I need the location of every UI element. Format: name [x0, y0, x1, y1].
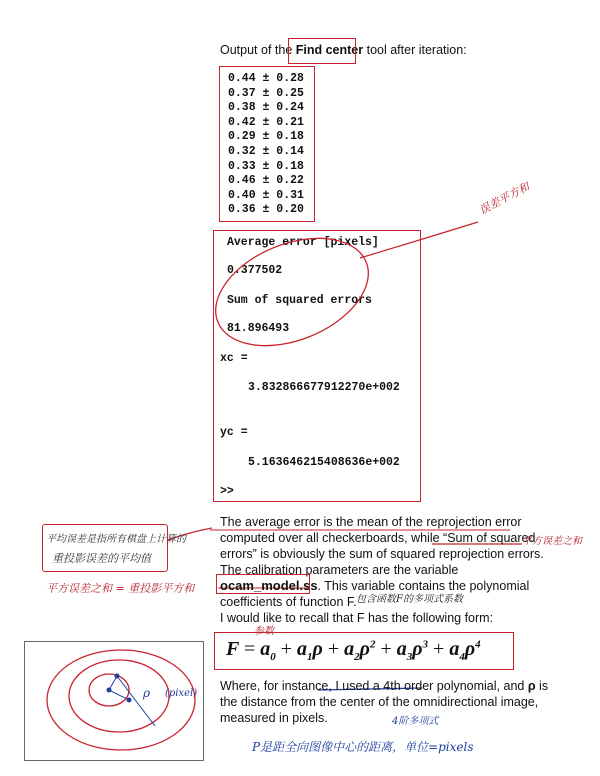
- polynomial-formula: [226, 638, 481, 663]
- sum-squared-handnote: 平方误差之和: [522, 536, 582, 547]
- intro-suffix: tool after iteration:: [363, 43, 467, 57]
- coef-a1: a: [297, 638, 308, 660]
- rho-symbol: ρ: [527, 679, 536, 693]
- sub-2: 2: [354, 651, 360, 663]
- iteration-item: 0.32 ± 0.14: [228, 144, 304, 158]
- rho-1: ρ: [312, 638, 323, 660]
- plus-1: +: [280, 638, 293, 660]
- sub-1: 1: [307, 651, 313, 663]
- radius-line-2: [109, 690, 129, 700]
- paragraph-line-7: I would like to recall that F has the following form:: [220, 611, 494, 625]
- yc-label: yc =: [220, 426, 248, 439]
- iteration-item: 0.37 ± 0.25: [228, 86, 304, 100]
- left-note-line-3: 平方误差之和 = 重投影平方和: [46, 582, 195, 595]
- formula-lhs: F: [226, 638, 239, 660]
- middle-circle: [69, 660, 169, 732]
- p2-suffix: , and: [496, 679, 528, 693]
- plus-4: +: [433, 638, 445, 660]
- coef-a0: a: [260, 638, 271, 660]
- pow-3: 3: [422, 638, 429, 651]
- tool-name: Find center: [295, 43, 364, 57]
- iteration-item: 0.33 ± 0.18: [228, 159, 304, 173]
- iteration-item: 0.46 ± 0.22: [228, 174, 304, 188]
- plus-3: +: [380, 638, 392, 660]
- order-handnote: 4阶多项式: [392, 716, 439, 727]
- avg-error-label: Average error [pixels]: [227, 236, 379, 249]
- left-note-line-1: 平均误差是指所有棋盘上计算的: [46, 534, 186, 545]
- variable-description: . This variable contains the polynomial: [317, 579, 530, 593]
- sum-squared-note: 误差平方和: [476, 179, 532, 218]
- omni-image-diagram: [24, 641, 204, 761]
- paragraph-line-3: errors” is obviously the sum of squared reprojection errors.: [220, 547, 544, 561]
- console-prompt: >>: [220, 485, 234, 498]
- error-highlight-ellipse: [200, 218, 384, 367]
- xc-value: 3.832866677912270e+002: [248, 381, 400, 394]
- sub-4: 4: [459, 651, 465, 663]
- coef-a4: a: [449, 638, 460, 660]
- variable-name: ocam_model.ss: [220, 578, 318, 593]
- iteration-item: 0.44 ± 0.28: [228, 72, 304, 85]
- diagram-rho-label: ρ: [143, 686, 151, 700]
- xc-label: xc =: [220, 352, 248, 365]
- paragraph-line-6: [220, 594, 357, 610]
- intro-prefix: Output of the: [220, 43, 296, 57]
- p2-prefix: Where, for instance, I used a: [220, 679, 384, 693]
- formula-equals: =: [243, 638, 256, 660]
- coef-a2: a: [344, 638, 355, 660]
- paragraph-line-1: The average error is the mean of the reprojection error: [220, 515, 522, 529]
- iteration-item: 0.36 ± 0.20: [228, 203, 304, 217]
- sub-3: 3: [406, 651, 413, 663]
- coefficients-handnote: 包含函数F的多项式系数: [356, 594, 463, 605]
- avg-error-value: 0.377502: [227, 264, 283, 277]
- sub-0: 0: [270, 651, 276, 663]
- iteration-item: 0.40 ± 0.31: [228, 188, 304, 202]
- sum-sq-label: Sum of squared errors: [227, 294, 372, 307]
- rho-4: ρ: [464, 638, 476, 660]
- parameter-handnote: 参数: [254, 626, 274, 637]
- paragraph2-line-1: [220, 678, 548, 694]
- paragraph-line-4: The calibration parameters are the variable: [220, 563, 459, 577]
- p2-end: is: [535, 679, 549, 693]
- plus-2: +: [327, 638, 340, 660]
- coef-a3: a: [396, 638, 407, 660]
- coefficients-text: coefficients of function F.: [220, 595, 357, 609]
- order-text: 4th order polynomial: [383, 679, 497, 693]
- radius-line-1: [109, 676, 117, 690]
- concentric-circles: [25, 642, 205, 762]
- sum-sq-value: 81.896493: [227, 322, 290, 335]
- callout-line: [360, 222, 478, 258]
- iteration-item: 0.42 ± 0.21: [228, 115, 304, 129]
- iteration-item: 0.29 ± 0.18: [228, 130, 304, 144]
- paragraph-line-2: computed over all checkerboards, while “Sum of squared: [220, 531, 536, 545]
- diagram-unit-label: (pixel): [165, 688, 198, 699]
- rho-2: ρ: [359, 638, 370, 660]
- pow-4: 4: [475, 638, 481, 651]
- variable-box: [216, 574, 310, 594]
- paragraph2-line-3: measured in pixels.: [220, 711, 328, 725]
- rho-3: ρ: [412, 638, 423, 660]
- yc-value: 5.163646215408636e+002: [248, 456, 400, 469]
- rho-handnote: P是距全向图像中心的距离，单位=pixels: [252, 740, 474, 754]
- pow-2: 2: [369, 638, 376, 651]
- iteration-item: 0.38 ± 0.24: [228, 101, 304, 115]
- left-note-line-2: 重投影误差的平均值: [52, 552, 151, 565]
- paragraph2-line-2: the distance from the center of the omnidirectional image,: [220, 695, 539, 709]
